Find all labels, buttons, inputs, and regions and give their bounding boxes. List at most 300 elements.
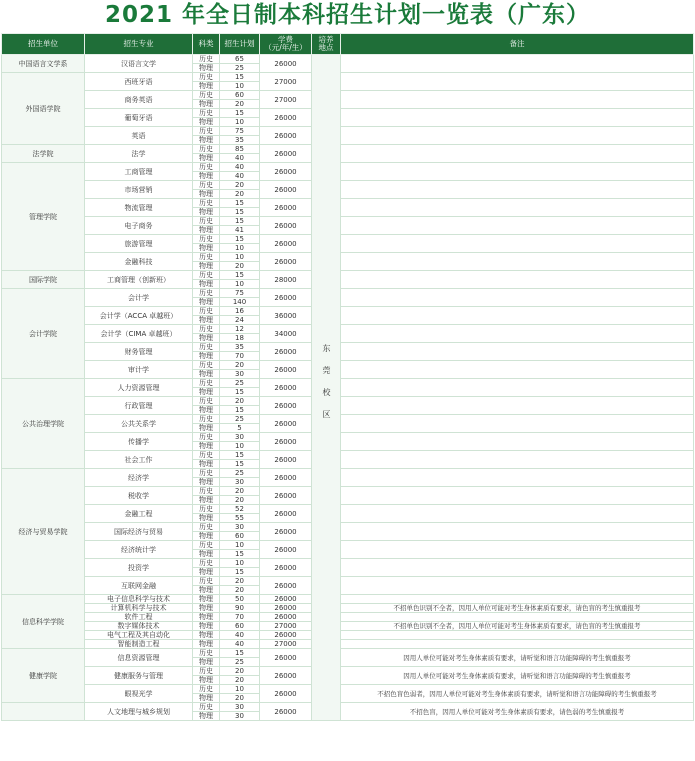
major-cell: 西班牙语 xyxy=(85,73,193,91)
plan-cell: 40 xyxy=(220,154,260,163)
major-cell: 审计学 xyxy=(85,361,193,379)
major-cell: 信息资源管理 xyxy=(85,649,193,667)
plan-cell: 10 xyxy=(220,541,260,550)
table-row xyxy=(2,577,694,586)
plan-cell: 25 xyxy=(220,415,260,424)
subject-cell: 历史 xyxy=(193,415,220,424)
table-row xyxy=(2,703,694,712)
table-row xyxy=(2,541,694,550)
subject-cell: 物理 xyxy=(193,496,220,505)
fee-cell: 26000 xyxy=(260,505,312,523)
plan-cell: 15 xyxy=(220,451,260,460)
table-row xyxy=(2,73,694,82)
table-row xyxy=(2,649,694,658)
table-row xyxy=(2,109,694,118)
fee-cell: 27000 xyxy=(260,640,312,649)
note-cell xyxy=(341,289,694,307)
table-row xyxy=(2,361,694,370)
note-cell: 不招单色识别不全者，因用人单位可能对考生身体素质有要求，请色盲的考生慎重报考 xyxy=(341,622,694,631)
major-cell: 工商管理 xyxy=(85,163,193,181)
plan-cell: 18 xyxy=(220,334,260,343)
header-fee: 学费 （元/年/生） xyxy=(260,34,312,55)
plan-cell: 10 xyxy=(220,559,260,568)
plan-cell: 30 xyxy=(220,703,260,712)
fee-cell: 26000 xyxy=(260,415,312,433)
major-cell: 葡萄牙语 xyxy=(85,109,193,127)
fee-cell: 26000 xyxy=(260,163,312,181)
table-row xyxy=(2,523,694,532)
subject-cell: 历史 xyxy=(193,253,220,262)
note-cell xyxy=(341,253,694,271)
plan-cell: 20 xyxy=(220,181,260,190)
plan-cell: 16 xyxy=(220,307,260,316)
table-row xyxy=(2,685,694,694)
fee-cell: 26000 xyxy=(260,343,312,361)
note-cell: 不招色盲，因用人单位可能对考生身体素质有要求，请色弱的考生慎重报考 xyxy=(341,703,694,721)
plan-cell: 15 xyxy=(220,388,260,397)
major-cell: 金融工程 xyxy=(85,505,193,523)
subject-cell: 物理 xyxy=(193,712,220,721)
plan-cell: 20 xyxy=(220,676,260,685)
plan-cell: 75 xyxy=(220,289,260,298)
note-cell xyxy=(341,181,694,199)
subject-cell: 历史 xyxy=(193,433,220,442)
note-cell xyxy=(341,631,694,640)
subject-cell: 物理 xyxy=(193,595,220,604)
table-row xyxy=(2,622,694,631)
major-cell: 商务英语 xyxy=(85,91,193,109)
note-cell xyxy=(341,199,694,217)
table-row xyxy=(2,469,694,478)
table-row xyxy=(2,235,694,244)
subject-cell: 历史 xyxy=(193,73,220,82)
subject-cell: 历史 xyxy=(193,469,220,478)
plan-cell: 50 xyxy=(220,595,260,604)
fee-cell: 26000 xyxy=(260,361,312,379)
major-cell: 计算机科学与技术 xyxy=(85,604,193,613)
subject-cell: 物理 xyxy=(193,334,220,343)
unit-cell: 中国语言文学系 xyxy=(2,55,85,73)
major-cell: 电子商务 xyxy=(85,217,193,235)
major-cell: 数字媒体技术 xyxy=(85,622,193,631)
major-cell: 会计学（ACCA 卓越班） xyxy=(85,307,193,325)
major-cell: 眼视光学 xyxy=(85,685,193,703)
enrollment-plan-table xyxy=(1,33,694,721)
major-cell: 工商管理（创新班） xyxy=(85,271,193,289)
plan-cell: 20 xyxy=(220,262,260,271)
plan-cell: 25 xyxy=(220,64,260,73)
note-cell xyxy=(341,55,694,73)
subject-cell: 物理 xyxy=(193,262,220,271)
header-row xyxy=(2,34,694,55)
fee-cell: 26000 xyxy=(260,613,312,622)
subject-cell: 物理 xyxy=(193,118,220,127)
subject-cell: 物理 xyxy=(193,694,220,703)
note-cell xyxy=(341,73,694,91)
table-row xyxy=(2,181,694,190)
fee-cell: 26000 xyxy=(260,217,312,235)
unit-cell: 健康学院 xyxy=(2,649,85,703)
plan-cell: 15 xyxy=(220,271,260,280)
subject-cell: 物理 xyxy=(193,298,220,307)
subject-cell: 历史 xyxy=(193,163,220,172)
unit-cell: 经济与贸易学院 xyxy=(2,469,85,595)
table-row xyxy=(2,415,694,424)
unit-cell xyxy=(2,703,85,721)
plan-cell: 40 xyxy=(220,631,260,640)
plan-cell: 10 xyxy=(220,685,260,694)
note-cell xyxy=(341,379,694,397)
note-cell xyxy=(341,217,694,235)
subject-cell: 物理 xyxy=(193,370,220,379)
fee-cell: 26000 xyxy=(260,667,312,685)
plan-cell: 30 xyxy=(220,712,260,721)
subject-cell: 物理 xyxy=(193,154,220,163)
subject-cell: 物理 xyxy=(193,82,220,91)
subject-cell: 物理 xyxy=(193,316,220,325)
fee-cell: 28000 xyxy=(260,271,312,289)
note-cell xyxy=(341,541,694,559)
subject-cell: 物理 xyxy=(193,388,220,397)
subject-cell: 物理 xyxy=(193,550,220,559)
subject-cell: 历史 xyxy=(193,649,220,658)
plan-cell: 40 xyxy=(220,163,260,172)
subject-cell: 物理 xyxy=(193,424,220,433)
subject-cell: 物理 xyxy=(193,478,220,487)
note-cell xyxy=(341,163,694,181)
note-cell xyxy=(341,523,694,541)
plan-cell: 20 xyxy=(220,397,260,406)
table-row xyxy=(2,55,694,64)
table-row xyxy=(2,325,694,334)
subject-cell: 物理 xyxy=(193,100,220,109)
header-note: 备注 xyxy=(341,34,694,55)
major-cell: 英语 xyxy=(85,127,193,145)
unit-cell: 公共治理学院 xyxy=(2,379,85,469)
subject-cell: 物理 xyxy=(193,64,220,73)
table-row xyxy=(2,640,694,649)
subject-cell: 历史 xyxy=(193,271,220,280)
major-cell: 传播学 xyxy=(85,433,193,451)
subject-cell: 物理 xyxy=(193,568,220,577)
subject-cell: 物理 xyxy=(193,244,220,253)
note-cell xyxy=(341,613,694,622)
fee-cell: 26000 xyxy=(260,631,312,640)
note-cell: 因用人单位可能对考生身体素质有要求，请听觉和语言功能障碍的考生慎重报考 xyxy=(341,667,694,685)
plan-cell: 20 xyxy=(220,577,260,586)
subject-cell: 物理 xyxy=(193,406,220,415)
fee-cell: 26000 xyxy=(260,604,312,613)
plan-cell: 20 xyxy=(220,100,260,109)
header-location: 培养 地点 xyxy=(312,34,341,55)
plan-cell: 20 xyxy=(220,496,260,505)
subject-cell: 物理 xyxy=(193,460,220,469)
fee-cell: 26000 xyxy=(260,649,312,667)
subject-cell: 物理 xyxy=(193,280,220,289)
major-cell: 电子信息科学与技术 xyxy=(85,595,193,604)
plan-cell: 60 xyxy=(220,622,260,631)
major-cell: 电气工程及其自动化 xyxy=(85,631,193,640)
note-cell xyxy=(341,145,694,163)
subject-cell: 物理 xyxy=(193,613,220,622)
fee-cell: 26000 xyxy=(260,55,312,73)
fee-cell: 26000 xyxy=(260,451,312,469)
major-cell: 投资学 xyxy=(85,559,193,577)
fee-cell: 26000 xyxy=(260,289,312,307)
fee-cell: 26000 xyxy=(260,397,312,415)
plan-cell: 20 xyxy=(220,361,260,370)
unit-cell: 外国语学院 xyxy=(2,73,85,145)
plan-cell: 70 xyxy=(220,613,260,622)
subject-cell: 历史 xyxy=(193,487,220,496)
subject-cell: 历史 xyxy=(193,577,220,586)
plan-cell: 30 xyxy=(220,523,260,532)
plan-cell: 10 xyxy=(220,280,260,289)
subject-cell: 历史 xyxy=(193,307,220,316)
fee-cell: 26000 xyxy=(260,559,312,577)
fee-cell: 26000 xyxy=(260,109,312,127)
subject-cell: 历史 xyxy=(193,343,220,352)
subject-cell: 历史 xyxy=(193,289,220,298)
table-row xyxy=(2,595,694,604)
fee-cell: 34000 xyxy=(260,325,312,343)
subject-cell: 物理 xyxy=(193,631,220,640)
header-major: 招生专业 xyxy=(85,34,193,55)
plan-cell: 55 xyxy=(220,514,260,523)
major-cell: 会计学（CIMA 卓越班） xyxy=(85,325,193,343)
major-cell: 金融科技 xyxy=(85,253,193,271)
plan-cell: 24 xyxy=(220,316,260,325)
plan-cell: 40 xyxy=(220,172,260,181)
table-row xyxy=(2,91,694,100)
plan-cell: 25 xyxy=(220,658,260,667)
plan-cell: 140 xyxy=(220,298,260,307)
major-cell: 公共关系学 xyxy=(85,415,193,433)
plan-cell: 15 xyxy=(220,460,260,469)
plan-cell: 20 xyxy=(220,586,260,595)
subject-cell: 历史 xyxy=(193,703,220,712)
plan-cell: 15 xyxy=(220,568,260,577)
subject-cell: 历史 xyxy=(193,235,220,244)
fee-cell: 26000 xyxy=(260,433,312,451)
note-cell xyxy=(341,559,694,577)
table-row xyxy=(2,163,694,172)
subject-cell: 物理 xyxy=(193,226,220,235)
note-cell xyxy=(341,505,694,523)
fee-cell: 26000 xyxy=(260,181,312,199)
plan-cell: 10 xyxy=(220,442,260,451)
subject-cell: 历史 xyxy=(193,199,220,208)
header-subject: 科类 xyxy=(193,34,220,55)
note-cell xyxy=(341,433,694,451)
unit-cell: 会计学院 xyxy=(2,289,85,379)
subject-cell: 物理 xyxy=(193,352,220,361)
plan-cell: 20 xyxy=(220,667,260,676)
table-body xyxy=(2,55,694,721)
unit-cell: 管理学院 xyxy=(2,163,85,271)
note-cell xyxy=(341,343,694,361)
major-cell: 旅游管理 xyxy=(85,235,193,253)
table-row xyxy=(2,433,694,442)
fee-cell: 26000 xyxy=(260,199,312,217)
note-cell xyxy=(341,415,694,433)
note-cell xyxy=(341,235,694,253)
plan-cell: 5 xyxy=(220,424,260,433)
note-cell xyxy=(341,595,694,604)
table-row xyxy=(2,451,694,460)
header-unit: 招生单位 xyxy=(2,34,85,55)
major-cell: 汉语言文学 xyxy=(85,55,193,73)
note-cell: 不招单色识别不全者，因用人单位可能对考生身体素质有要求，请色盲的考生慎重报考 xyxy=(341,604,694,613)
note-cell xyxy=(341,487,694,505)
plan-cell: 40 xyxy=(220,640,260,649)
subject-cell: 物理 xyxy=(193,604,220,613)
major-cell: 经济统计学 xyxy=(85,541,193,559)
subject-cell: 物理 xyxy=(193,208,220,217)
unit-cell: 法学院 xyxy=(2,145,85,163)
subject-cell: 历史 xyxy=(193,541,220,550)
major-cell: 税收学 xyxy=(85,487,193,505)
subject-cell: 历史 xyxy=(193,109,220,118)
table-row xyxy=(2,397,694,406)
subject-cell: 物理 xyxy=(193,514,220,523)
fee-cell: 26000 xyxy=(260,577,312,595)
subject-cell: 物理 xyxy=(193,658,220,667)
major-cell: 法学 xyxy=(85,145,193,163)
plan-cell: 30 xyxy=(220,370,260,379)
table-row xyxy=(2,667,694,676)
table-row xyxy=(2,127,694,136)
plan-cell: 20 xyxy=(220,487,260,496)
note-cell xyxy=(341,271,694,289)
note-cell: 因用人单位可能对考生身体素质有要求，请听觉和语言功能障碍的考生慎重报考 xyxy=(341,649,694,667)
subject-cell: 历史 xyxy=(193,55,220,64)
subject-cell: 历史 xyxy=(193,667,220,676)
table-row xyxy=(2,289,694,298)
table-row xyxy=(2,379,694,388)
major-cell: 健康服务与管理 xyxy=(85,667,193,685)
plan-cell: 10 xyxy=(220,253,260,262)
fee-cell: 26000 xyxy=(260,127,312,145)
fee-cell: 27000 xyxy=(260,73,312,91)
major-cell: 行政管理 xyxy=(85,397,193,415)
page-title: 2021 年全日制本科招生计划一览表（广东） xyxy=(104,2,591,28)
location-cell: 东莞校区 xyxy=(312,55,341,721)
plan-cell: 25 xyxy=(220,469,260,478)
plan-cell: 10 xyxy=(220,82,260,91)
subject-cell: 物理 xyxy=(193,586,220,595)
table-row xyxy=(2,604,694,613)
major-cell: 财务管理 xyxy=(85,343,193,361)
plan-cell: 15 xyxy=(220,550,260,559)
subject-cell: 历史 xyxy=(193,523,220,532)
table-row xyxy=(2,307,694,316)
subject-cell: 物理 xyxy=(193,622,220,631)
subject-cell: 历史 xyxy=(193,505,220,514)
note-cell xyxy=(341,397,694,415)
major-cell: 会计学 xyxy=(85,289,193,307)
major-cell: 社会工作 xyxy=(85,451,193,469)
note-cell xyxy=(341,307,694,325)
subject-cell: 历史 xyxy=(193,217,220,226)
subject-cell: 历史 xyxy=(193,361,220,370)
fee-cell: 26000 xyxy=(260,541,312,559)
major-cell: 人力资源管理 xyxy=(85,379,193,397)
table-row xyxy=(2,145,694,154)
plan-cell: 90 xyxy=(220,604,260,613)
fee-cell: 26000 xyxy=(260,145,312,163)
plan-cell: 65 xyxy=(220,55,260,64)
plan-cell: 15 xyxy=(220,235,260,244)
subject-cell: 物理 xyxy=(193,190,220,199)
subject-cell: 历史 xyxy=(193,91,220,100)
fee-cell: 27000 xyxy=(260,91,312,109)
fee-cell: 26000 xyxy=(260,685,312,703)
note-cell xyxy=(341,361,694,379)
major-cell: 经济学 xyxy=(85,469,193,487)
plan-cell: 85 xyxy=(220,145,260,154)
note-cell xyxy=(341,451,694,469)
table-row xyxy=(2,271,694,280)
plan-cell: 20 xyxy=(220,190,260,199)
fee-cell: 27000 xyxy=(260,622,312,631)
plan-cell: 12 xyxy=(220,325,260,334)
subject-cell: 历史 xyxy=(193,379,220,388)
fee-cell: 26000 xyxy=(260,379,312,397)
major-cell: 智能制造工程 xyxy=(85,640,193,649)
subject-cell: 历史 xyxy=(193,145,220,154)
note-cell: 不招色盲色弱者，因用人单位可能对考生身体素质有要求，请听觉和语言功能障碍的考生慎重报考 xyxy=(341,685,694,703)
fee-cell: 26000 xyxy=(260,523,312,541)
note-cell xyxy=(341,109,694,127)
table-row xyxy=(2,253,694,262)
plan-cell: 41 xyxy=(220,226,260,235)
subject-cell: 历史 xyxy=(193,181,220,190)
subject-cell: 历史 xyxy=(193,451,220,460)
major-cell: 国际经济与贸易 xyxy=(85,523,193,541)
fee-cell: 26000 xyxy=(260,235,312,253)
fee-cell: 26000 xyxy=(260,253,312,271)
table-row xyxy=(2,505,694,514)
subject-cell: 历史 xyxy=(193,127,220,136)
subject-cell: 物理 xyxy=(193,442,220,451)
table-row xyxy=(2,217,694,226)
plan-cell: 15 xyxy=(220,406,260,415)
table-row xyxy=(2,343,694,352)
plan-cell: 75 xyxy=(220,127,260,136)
note-cell xyxy=(341,91,694,109)
plan-cell: 35 xyxy=(220,343,260,352)
plan-cell: 60 xyxy=(220,532,260,541)
note-cell xyxy=(341,469,694,487)
fee-cell: 26000 xyxy=(260,469,312,487)
note-cell xyxy=(341,127,694,145)
plan-cell: 15 xyxy=(220,217,260,226)
plan-cell: 60 xyxy=(220,91,260,100)
plan-cell: 70 xyxy=(220,352,260,361)
table-row xyxy=(2,559,694,568)
note-cell xyxy=(341,640,694,649)
table-row xyxy=(2,199,694,208)
plan-cell: 10 xyxy=(220,244,260,253)
note-cell xyxy=(341,577,694,595)
table-row xyxy=(2,631,694,640)
major-cell: 市场营销 xyxy=(85,181,193,199)
major-cell: 人文地理与城乡规划 xyxy=(85,703,193,721)
plan-cell: 10 xyxy=(220,118,260,127)
table-row xyxy=(2,487,694,496)
major-cell: 软件工程 xyxy=(85,613,193,622)
